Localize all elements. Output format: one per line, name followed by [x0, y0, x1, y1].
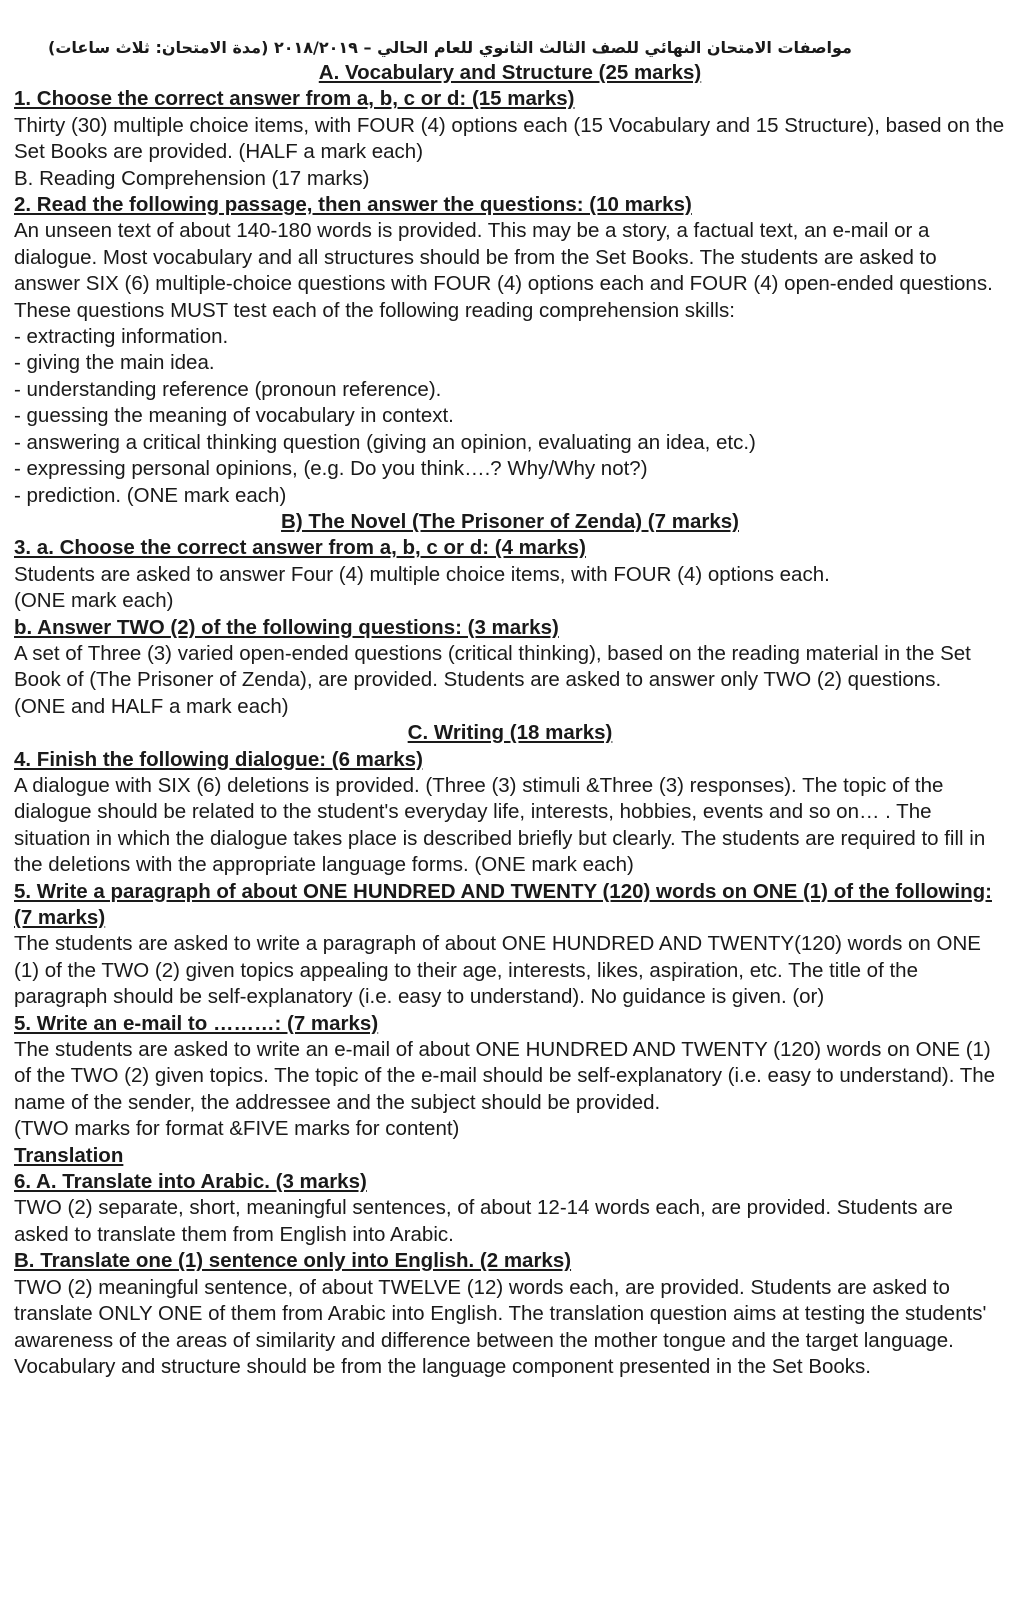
q3b-marks: (ONE and HALF a mark each)	[14, 694, 289, 718]
q6a-heading: 6. A. Translate into Arabic. (3 marks)	[14, 1170, 367, 1194]
q6b-heading: B. Translate one (1) sentence only into English. (2 marks)	[14, 1249, 572, 1273]
q3a-heading: 3. a. Choose the correct answer from a, b, c or d: (4 marks)	[14, 536, 586, 560]
section-a-title: A. Vocabulary and Structure (25 marks)	[318, 61, 702, 84]
q3b-heading: b. Answer TWO (2) of the following questions: (3 marks)	[14, 615, 559, 639]
q1-heading: 1. Choose the correct answer from a, b, c or d: (15 marks)	[14, 87, 575, 111]
q5b-body: The students are asked to write an e-mail of about ONE HUNDRED AND TWENTY (120) words on ONE (1) of the TWO (2) given topics. The topic of the e-mail should be self-explanatory (i.e. easy to understand). The name of the sender, the addressee and the subject should be provided.	[14, 1038, 996, 1114]
q5-heading: 5. Write a paragraph of about ONE HUNDRED AND TWENTY (120) words on ONE (1) of the following: (7 marks)	[14, 879, 992, 929]
q4-heading: 4. Finish the following dialogue: (6 marks)	[14, 747, 423, 771]
skills-list	[14, 324, 1006, 509]
skill-item: - prediction. (ONE mark each)	[14, 483, 287, 507]
q3b-body: A set of Three (3) varied open-ended questions (critical thinking), based on the reading material in the Set Book of (The Prisoner of Zenda), are provided. Students are asked to answer only TWO (2) questions.	[14, 641, 971, 692]
q3a-marks: (ONE mark each)	[14, 589, 174, 613]
q2-body: An unseen text of about 140-180 words is provided. This may be a story, a factual text, an e-mail or a dialogue. Most vocabulary and all structures should be from the Set Books. The students are asked to answer SIX (6) multiple-choice questions with FOUR (4) options each and FOUR (4) open-ended questions.	[14, 219, 993, 296]
skill-item: - expressing personal opinions, (e.g. Do you think….? Why/Why not?)	[14, 457, 648, 481]
q5b-heading: 5. Write an e-mail to ………: (7 marks)	[14, 1011, 379, 1035]
q6b-body: TWO (2) meaningful sentence, of about TWELVE (12) words each, are provided. Students are asked to translate ONLY ONE of them from Arabic into English. The translation question aims at testing the students' awareness of the areas of similarity and difference between the mother tongue and the target language. Vocabulary and structure should be from the language component presented in the Set Books.	[14, 1275, 987, 1378]
skills-intro: These questions MUST test each of the following reading comprehension skills:	[14, 298, 735, 322]
skill-item: - answering a critical thinking question (giving an opinion, evaluating an idea, etc.)	[14, 430, 756, 454]
skill-item: - giving the main idea.	[14, 351, 215, 375]
q2-heading: 2. Read the following passage, then answer the questions: (10 marks)	[14, 193, 692, 217]
section-b-title: B. Reading Comprehension (17 marks)	[14, 166, 370, 190]
q1-body: Thirty (30) multiple choice items, with FOUR (4) options each (15 Vocabulary and 15 Structure), based on the Set Books are provided. (HALF a mark each)	[14, 113, 1005, 164]
skill-item: - guessing the meaning of vocabulary in context.	[14, 404, 454, 428]
translation-title: Translation	[14, 1143, 124, 1167]
writing-title: C. Writing (18 marks)	[407, 721, 613, 745]
skill-item: - extracting information.	[14, 325, 229, 349]
q3a-body: Students are asked to answer Four (4) multiple choice items, with FOUR (4) options each.	[14, 562, 830, 586]
q6a-body: TWO (2) separate, short, meaningful sentences, of about 12-14 words each, are provided. Students are asked to translate them from English into Arabic.	[14, 1196, 953, 1246]
q5-body: The students are asked to write a paragraph of about ONE HUNDRED AND TWENTY(120) words on ONE (1) of the TWO (2) given topics appealing to their age, interests, likes, aspiration, etc. The title of the paragraph should be self-explanatory (i.e. easy to understand). No guidance is given. (or)	[14, 932, 981, 1009]
q4-body: A dialogue with SIX (6) deletions is provided. (Three (3) stimuli &Three (3) responses). The topic of the dialogue should be related to the student's everyday life, interests, hobbies, events and so on… . The situation in which the dialogue takes place is described briefly but clearly. The students are required to fill in the deletions with the appropriate language forms. (ONE mark each)	[14, 773, 986, 877]
novel-title: B) The Novel (The Prisoner of Zenda) (7 marks)	[281, 509, 739, 533]
arabic-header: مواصفات الامتحان النهائي للصف الثالث الثانوي للعام الحالي – ٢٠١٨/٢٠١٩ (مدة الامتحان: ثلاث ساعات)	[48, 38, 852, 57]
skill-item: - understanding reference (pronoun reference).	[14, 377, 442, 401]
q5b-marks: (TWO marks for format &FIVE marks for content)	[14, 1117, 460, 1141]
